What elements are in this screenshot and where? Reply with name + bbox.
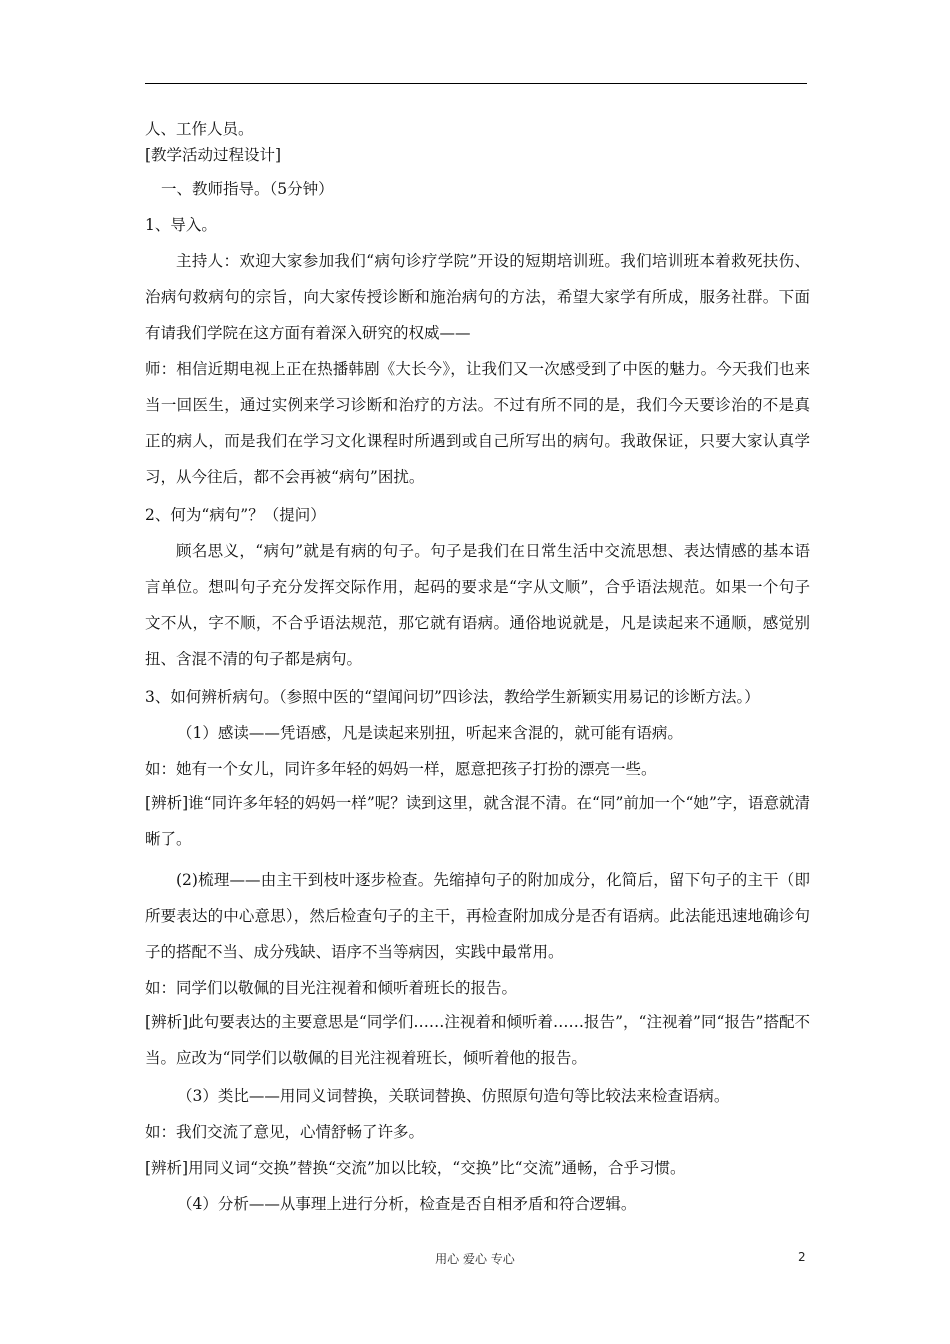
page-number: 2 [798,1250,806,1264]
paragraph: 顾名思义，“病句”就是有病的句子。句子是我们在日常生活中交流思想、表达情感的基本语言单位。想叫句子充分发挥交际作用，起码的要求是“字从文顺”，合乎语法规范。如果一个句子文不从，字不顺，不合乎语法规范，那它就有语病。通俗地说就是，凡是读起来不通顺，感觉别扭、含混不清的句子都是病句。 [145,542,810,668]
subsection-heading: 2、何为“病句”？（提问） [145,506,326,524]
header-rule [145,83,807,84]
paragraph: 师：相信近期电视上正在热播韩剧《大长今》，让我们又一次感受到了中医的魅力。今天我们也来当一回医生，通过实例来学习诊断和治疗的方法。不过有所不同的是，我们今天要诊治的不是真正的病人，而是我们在学习文化课程时所遇到或自己所写出的病句。我敢保证，只要大家认真学习，从今往后，都不会再被“病句”困扰。 [145,360,810,486]
subsection-heading: 1、导入。 [145,216,217,234]
text-line: 人、工作人员。 [145,120,254,138]
method-item: （1）感读——凭语感，凡是读起来别扭，听起来含混的，就可能有语病。 [177,724,683,742]
paragraph: (2)梳理——由主干到枝叶逐步检查。先缩掉句子的附加成分，化简后，留下句子的主干（即所要表达的中心意思），然后检查句子的主干，再检查附加成分是否有语病。此法能迅速地确诊句子的搭配不当、成分残缺、语序不当等病因，实践中最常用。 [145,871,810,961]
example-line: 如：她有一个女儿，同许多年轻的妈妈一样，愿意把孩子打扮的漂亮一些。 [145,760,657,778]
method-item: （4）分析——从事理上进行分析，检查是否自相矛盾和符合逻辑。 [177,1195,637,1213]
document-body [145,118,810,1215]
example-line: 如：我们交流了意见，心情舒畅了许多。 [145,1123,425,1141]
method-item: （3）类比——用同义词替换，关联词替换、仿照原句造句等比较法来检查语病。 [177,1087,730,1105]
section-heading: [教学活动过程设计] [145,146,282,164]
example-line: 如：同学们以敬佩的目光注视着和倾听着班长的报告。 [145,979,518,997]
section-heading: 一、教师指导。（5分钟） [161,180,334,198]
footer-motto: 用心 爱心 专心 [435,1252,515,1266]
paragraph: 主持人：欢迎大家参加我们“病句诊疗学院”开设的短期培训班。我们培训班本着救死扶伤、治病句救病句的宗旨，向大家传授诊断和施治病句的方法，希望大家学有所成，服务社群。下面有请我们学院在这方面有着深入研究的权威—— [145,252,810,342]
analysis-paragraph: [辨析]谁“同许多年轻的妈妈一样”呢？读到这里，就含混不清。在“同”前加一个“她”字，语意就清晰了。 [145,794,810,848]
subsection-heading: 3、如何辨析病句。（参照中医的“望闻问切”四诊法，教给学生新颖实用易记的诊断方法。） [145,688,760,706]
analysis-paragraph: [辨析]此句要表达的主要意思是“同学们……注视着和倾听着……报告”，“注视着”同“报告”搭配不当。应改为“同学们以敬佩的目光注视着班长，倾听着他的报告。 [145,1013,810,1067]
analysis-line: [辨析]用同义词“交换”替换“交流”加以比较，“交换”比“交流”通畅，合乎习惯。 [145,1159,686,1177]
